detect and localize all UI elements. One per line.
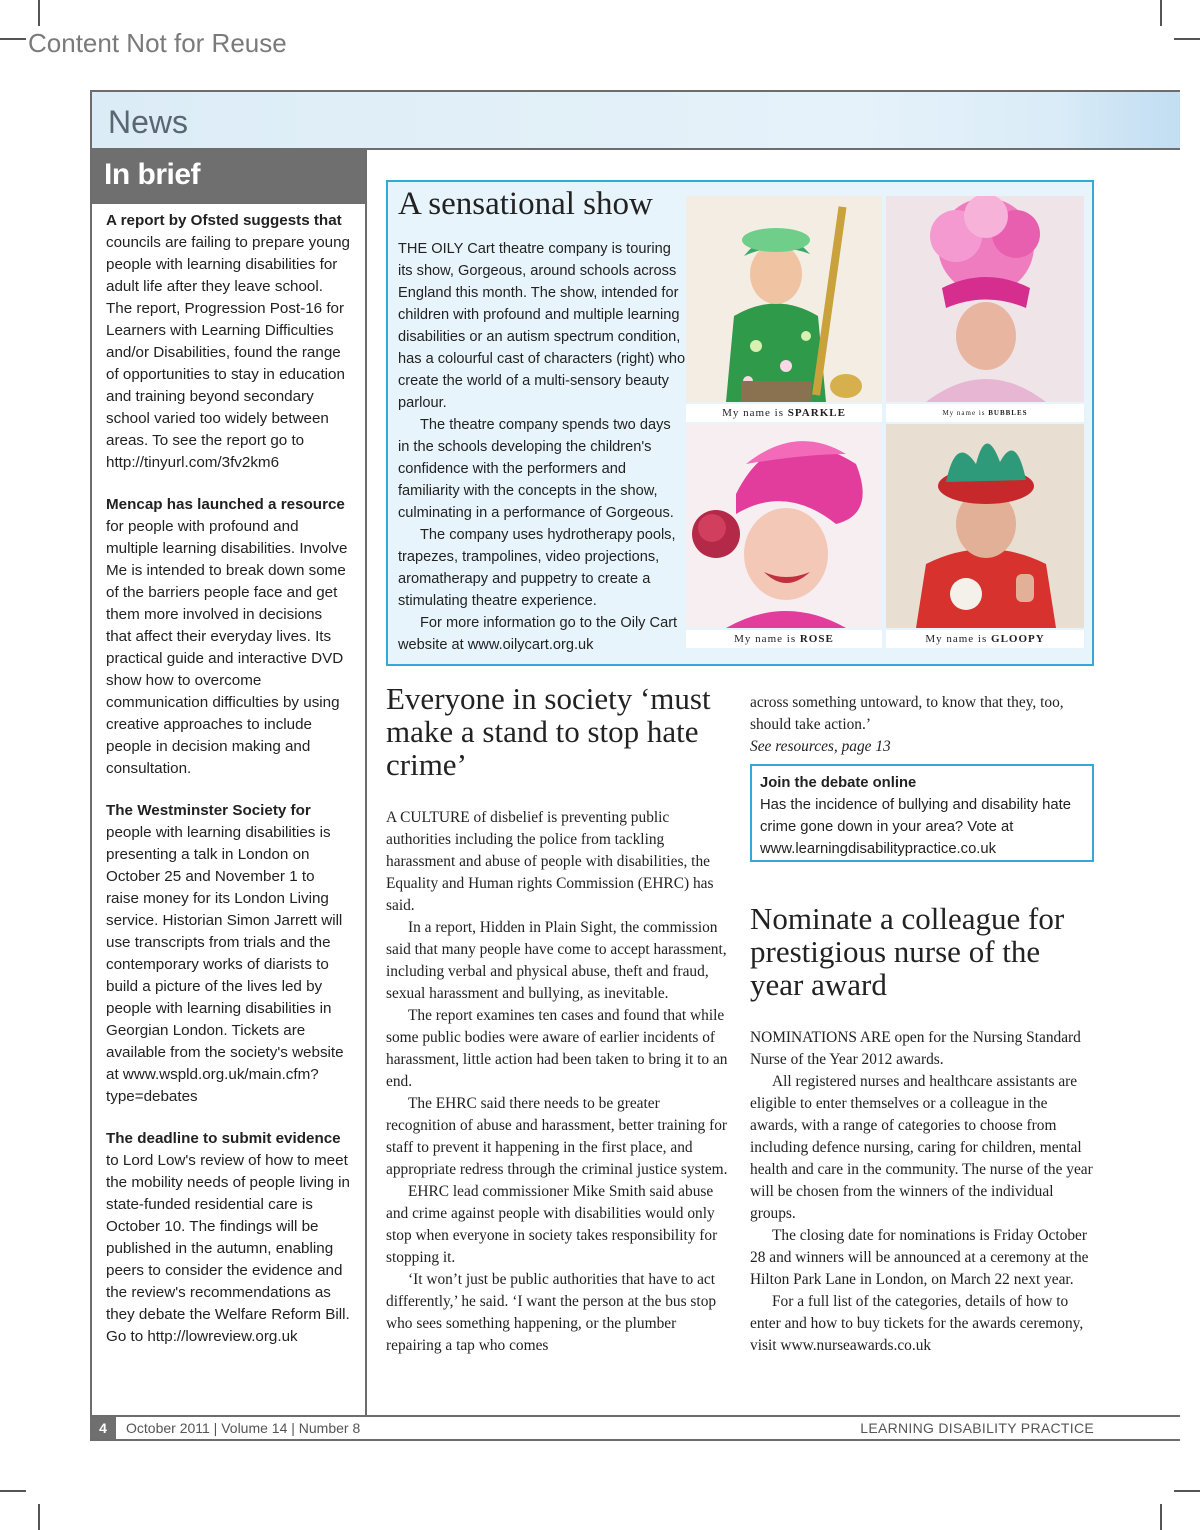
join-debate-text: Has the incidence of bullying and disability hate crime gone down in your area? Vote at www.learningdisabilitypractice.co.uk <box>760 797 1071 857</box>
in-brief-heading: In brief <box>92 150 365 204</box>
in-brief-list <box>92 210 365 1348</box>
performer-gloopy-illustration <box>886 424 1084 628</box>
crop-mark <box>1174 1490 1200 1492</box>
feature-title: A sensational show <box>398 186 653 222</box>
photo-bubbles <box>886 196 1084 402</box>
article-paragraph: The EHRC said there needs to be greater recognition of abuse and harassment, better training for staff to prevent it happening in the first place, and appropriate redress through the criminal justice system. <box>386 1095 728 1178</box>
article-hate-crime-headline: Everyone in society ‘must make a stand to stop hate crime’ <box>386 681 711 782</box>
article-paragraph: In a report, Hidden in Plain Sight, the commission said that many people have come to accept harassment, including verbal and physical abuse, theft and fraud, sexual harassment and bullying, as inevitable. <box>386 919 727 1002</box>
section-title: News <box>108 104 189 140</box>
crop-mark <box>1174 38 1200 40</box>
photo-rose <box>686 424 882 628</box>
page-footer <box>90 1415 1180 1441</box>
article-paragraph: For a full list of the categories, details of how to enter and how to buy tickets for the awards ceremony, visit www.nurseawards.co.uk <box>750 1293 1084 1354</box>
article-hate-crime-continuation <box>750 692 1094 758</box>
article-nurse-award-headline: Nominate a colleague for prestigious nurse of the year award <box>750 901 1065 1002</box>
brief-item: The deadline to submit evidence to Lord Low's review of how to meet the mobility needs of people living in state-funded residential care is October 10. The findings will be published in the autumn, enabling peers to consider the evidence and the review's recommendations as they debate the Welfare Reform Bill. Go to http://lowreview.org.uk <box>106 1130 350 1345</box>
feature-box <box>386 180 1094 666</box>
magazine-name: LEARNING DISABILITY PRACTICE <box>860 1420 1094 1436</box>
crop-mark <box>38 0 40 26</box>
caption-bubbles: My name is BUBBLES <box>886 404 1084 422</box>
feature-body <box>398 238 686 656</box>
masthead-shade <box>1060 92 1180 148</box>
caption-rose: My name is ROSE <box>686 630 882 648</box>
feature-paragraph: For more information go to the Oily Cart website at www.oilycart.org.uk <box>398 615 678 653</box>
article-paragraph: across something untoward, to know that they, too, should take action.’ <box>750 694 1064 733</box>
article-paragraph: EHRC lead commissioner Mike Smith said abuse and crime against people with disabilities would only stop when everyone in society takes responsibility for stopping it. <box>386 1183 718 1266</box>
article-paragraph: NOMINATIONS ARE open for the Nursing Standard Nurse of the Year 2012 awards. <box>750 1029 1081 1068</box>
crop-mark <box>38 1504 40 1530</box>
caption-gloopy: My name is GLOOPY <box>886 630 1084 648</box>
article-paragraph: All registered nurses and healthcare assistants are eligible to enter themselves or a colleague in the awards, with a range of categories to choose from including defence nursing, caring for children, mental health and care in the community. The nurse of the year will be chosen from the winners of the individual groups. <box>750 1073 1093 1222</box>
article-nurse-award-body <box>750 1027 1094 1357</box>
performer-rose-illustration <box>686 424 882 628</box>
article-paragraph: A CULTURE of disbelief is preventing public authorities including the police from tackling harassment and abuse of people with disabilities, the Equality and Human rights Commission (EHRC) has said. <box>386 809 714 914</box>
see-also-link: See resources, page 13 <box>750 738 891 755</box>
photo-gloopy <box>886 424 1084 628</box>
article-paragraph: ‘It won’t just be public authorities that have to act differently,’ he said. ‘I want the person at the bus stop who sees something happening, or the plumber repairing a tap who comes <box>386 1271 717 1354</box>
feature-paragraph: THE OILY Cart theatre company is touring its show, Gorgeous, around schools across England this month. The show, intended for children with profound and multiple learning disabilities or an autism spectrum condition, has a colourful cast of characters (right) who create the world of a multi-sensory beauty parlour. <box>398 241 686 411</box>
article-paragraph: The closing date for nominations is Friday October 28 and winners will be announced at a ceremony at the Hilton Park Lane in London, on March 22 next year. <box>750 1227 1089 1288</box>
join-debate-box <box>750 764 1094 862</box>
issue-info: October 2011 | Volume 14 | Number 8 <box>126 1420 361 1436</box>
page-number: 4 <box>90 1417 116 1439</box>
article-hate-crime <box>386 682 730 1357</box>
article-hate-crime-body <box>386 807 730 1357</box>
caption-sparkle: My name is SPARKLE <box>686 404 882 422</box>
performer-bubbles-illustration <box>886 196 1084 402</box>
brief-item: Mencap has launched a resource for people with profound and multiple learning disabilities. Involve Me is intended to break down some of the barriers people face and get them more involved in decisions that affect their everyday lives. Its practical guide and interactive DVD show how to overcome communication difficulties by using creative approaches to include people in decision making and consultation. <box>106 496 348 777</box>
join-debate-title: Join the debate online <box>760 775 917 791</box>
performer-sparkle-illustration <box>686 196 882 402</box>
article-paragraph: The report examines ten cases and found that while some public bodies were aware of earlier incidents of harassment, little action had been taken to bring it to an end. <box>386 1007 728 1090</box>
brief-item: A report by Ofsted suggests that councils are failing to prepare young people with learning disabilities for adult life after they leave school. The report, Progression Post-16 for Learners with Learning Difficulties and/or Disabilities, found the range of opportunities to stay in education and training beyond secondary school varied too widely between areas. To see the report go to http://tinyurl.com/3fv2km6 <box>106 212 350 471</box>
in-brief-sidebar <box>90 150 367 1415</box>
crop-mark <box>0 1490 26 1492</box>
crop-mark <box>0 38 26 40</box>
photo-sparkle <box>686 196 882 402</box>
article-nurse-award <box>750 902 1094 1357</box>
watermark: Content Not for Reuse <box>28 28 287 58</box>
brief-item: The Westminster Society for people with learning disabilities is presenting a talk in London on October 25 and November 1 to raise money for its London Living service. Historian Simon Jarrett will use transcripts from trials and the contemporary works of diarists to build a picture of the lives led by people with learning disabilities in Georgian London. Tickets are available from the society's website at www.wspld.org.uk/main.cfm?type=debates <box>106 802 344 1105</box>
feature-paragraph: The company uses hydrotherapy pools, trapezes, trampolines, video projections, aromatherapy and puppetry to create a stimulating theatre experience. <box>398 527 676 609</box>
feature-paragraph: The theatre company spends two days in the schools developing the children's confidence with the performers and familiarity with the concepts in the show, culminating in a performance of Gorgeous. <box>398 417 674 521</box>
crop-mark <box>1160 0 1162 26</box>
section-masthead <box>90 90 1180 150</box>
crop-mark <box>1160 1504 1162 1530</box>
